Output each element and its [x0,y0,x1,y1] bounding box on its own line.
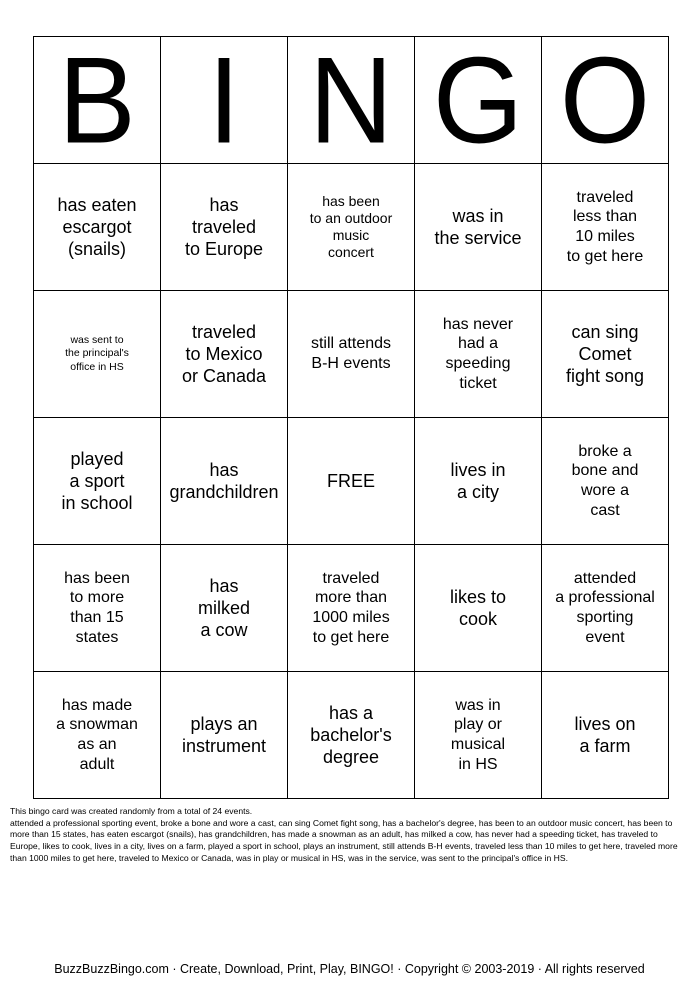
card-info [10,806,690,864]
header-cell-n [288,31,415,169]
free-space-label: FREE [326,470,375,491]
bingo-cell [288,672,415,799]
header-letter-b: B [58,31,136,169]
bingo-cell [288,545,415,672]
events-list: attended a professional sporting event, broke a bone and wore a cast, can sing Comet fight song, has a bachelor's degree, has been to an outdoor music concert, has been to more than 15 states, has eaten escargot (snails), has grandchildren, has made a snowman as an adult, has milked a cow, has never had a speeding ticket, has traveled to Europe, likes to cook, lives in a city, lives on a farm, played a sport in school, plays an instrument, still attends B-H events, traveled less than 10 miles to get here, traveled more than 1000 miles to get here, traveled to Mexico or Canada, was in play or musical in HS, was in the service, was sent to the principal's office in HS. [10,817,678,863]
bingo-cell [34,672,161,799]
bingo-cell [415,418,542,545]
bingo-cell [288,291,415,418]
bingo-cell [415,545,542,672]
bingo-cell [415,672,542,799]
card-row-1 [34,164,669,291]
card-row-5 [34,672,669,799]
bingo-cell [34,164,161,291]
cell-text: has traveled to Europe [184,194,264,260]
cell-text: has been to more than 15 states [64,569,130,646]
cell-text: has made a snowman as an adult [56,696,138,773]
free-space [288,418,415,545]
cell-text: was in play or musical in HS [450,696,506,773]
bingo-cell [161,291,288,418]
bingo-cell [542,418,669,545]
header-row [34,37,669,164]
cell-text: has a bachelor's degree [310,702,392,768]
cell-text: still attends B-H events [310,335,392,372]
bingo-cell [161,672,288,799]
cell-text: was in the service [434,205,522,248]
header-cell-b [34,31,161,169]
header-cell-g [415,31,542,169]
bingo-cell [34,545,161,672]
bingo-cell [542,672,669,799]
cell-text: plays an instrument [181,713,267,756]
cell-text: has eaten escargot (snails) [57,194,137,260]
bingo-card [33,31,669,799]
header-letter-n: N [309,31,393,169]
cell-text: broke a bone and wore a cast [571,442,639,519]
header-letter-i: I [207,31,241,169]
bingo-cell [34,418,161,545]
card-row-2 [34,291,669,418]
cell-text: attended a professional sporting event [555,569,655,646]
cell-text: has milked a cow [197,575,250,641]
bingo-cell [542,164,669,291]
bingo-cell [161,545,288,672]
cell-text: lives on a farm [574,713,636,756]
cell-text: traveled to Mexico or Canada [181,321,267,387]
card-row-3 [34,418,669,545]
cell-text: played a sport in school [61,448,133,514]
card-row-4 [34,545,669,672]
bingo-cell [542,291,669,418]
cell-text: has grandchildren [169,459,279,502]
bingo-cell [161,418,288,545]
bingo-cell [542,545,669,672]
cell-text: lives in a city [450,459,506,502]
cell-text: was sent to the principal's office in HS [65,333,129,373]
cell-text: has been to an outdoor music concert [309,192,393,261]
bingo-cell [415,291,542,418]
copyright-footer: BuzzBuzzBingo.com · Create, Download, Print, Play, BINGO! · Copyright © 2003-2019 · All rights reserved [54,962,645,976]
header-letter-o: O [559,31,651,169]
bingo-cell [415,164,542,291]
header-cell-o [542,31,669,169]
header-letter-g: G [432,31,524,169]
card-summary: This bingo card was created randomly from a total of 24 events. [10,806,253,816]
cell-text: traveled less than 10 miles to get here [566,188,644,265]
cell-text: likes to cook [449,586,507,629]
cell-text: has never had a speeding ticket [442,315,514,392]
bingo-cell [34,291,161,418]
cell-text: can sing Comet fight song [565,321,645,387]
bingo-cell [161,164,288,291]
header-cell-i [161,31,288,169]
bingo-cell [288,164,415,291]
cell-text: traveled more than 1000 miles to get here [312,569,390,646]
